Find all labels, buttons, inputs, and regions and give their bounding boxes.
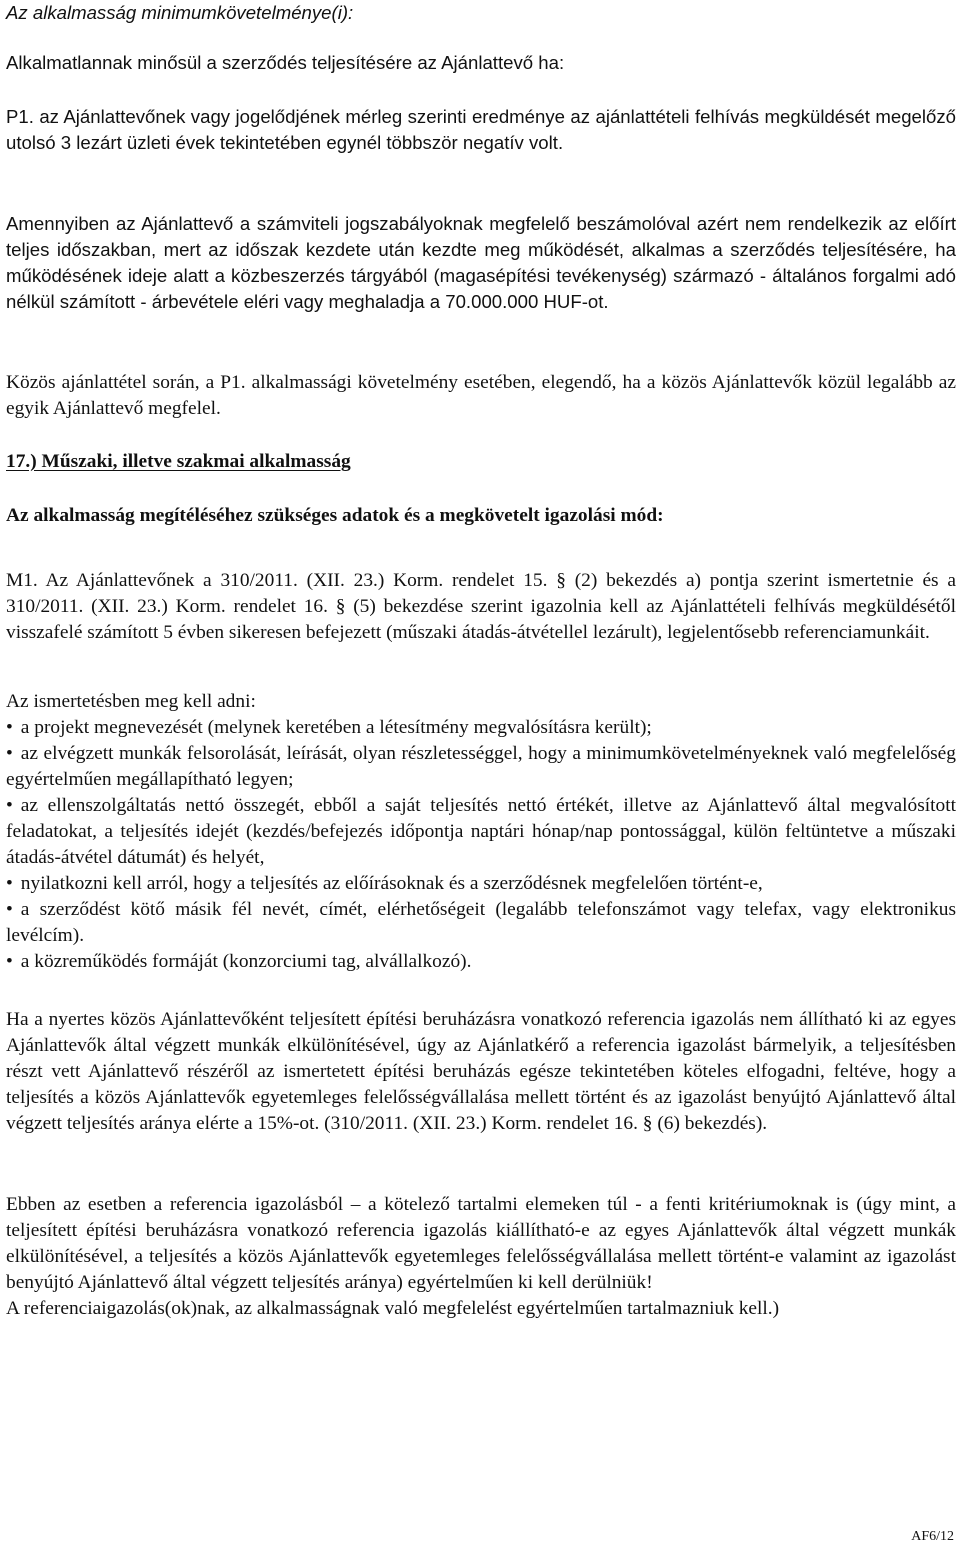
list-item-text: az elvégzett munkák felsorolását, leírását, olyan részletességgel, hogy a minimumkövetelményeknek való megfelelőség egyértelműen megállapítható legyen; [6,743,956,790]
list-item [6,949,956,975]
section-title [6,449,956,475]
requirement-bullet-list [6,715,956,975]
bullet-icon: • [6,899,13,920]
amennyiben-paragraph: Amennyiben az Ajánlattevő a számviteli jogszabályoknak megfelelő beszámolóval azért nem rendelkezik az előírt teljes időszakban, mert az időszak kezdete után kezdte meg működését, alkalmas a szerződés teljesítésére, ha működésének ideje alatt a közbeszerzés tárgyából (magasépítési tevékenység) származó - általános forgalmi adó nélkül számított - árbevétele eléri vagy meghaladja a 70.000.000 HUF-ot. [6,213,956,312]
bullet-icon: • [6,873,13,894]
bullet-icon: • [6,743,13,764]
list-item-text: a projekt megnevezését (melynek keretében a létesítmény megvalósításra került); [20,717,652,738]
requirement-heading: Az alkalmasság minimumkövetelménye(i): [6,2,354,23]
list-item-text: a szerződést kötő másik fél nevét, címét, elérhetőségeit (legalább telefonszámot vagy telefax, vagy elektronikus levélcím). [6,899,956,946]
ismertetes-intro: Az ismertetésben meg kell adni: [6,691,256,712]
p1-paragraph: P1. az Ajánlattevőnek vagy jogelődjének mérleg szerinti eredménye az ajánlattételi felhívás megküldését megelőző utolsó 3 lezárt üzleti évek tekintetében egynél többször negatív volt. [6,106,956,153]
kozos-paragraph: Közös ajánlattétel során, a P1. alkalmassági követelmény esetében, elegendő, ha a közös Ajánlattevők közül legalább az egyik Ajánlattevő megfelel. [6,372,956,419]
ebben-paragraph: Ebben az esetben a referencia igazolásból – a kötelező tartalmi elemeken túl - a fenti kritériumoknak is (úgy mint, a teljesített építési beruházásra vonatkozó referencia igazolás kiállítható-e az egyes Ajánlattevők által végzett munkák elkülönítésével, a teljesítés a közös Ajánlattevők egyetemleges felelősségvállalása mellett történt-e valamint az igazolást benyújtó Ajánlattevő által végzett teljesítés aránya) egyértelműen ki kell derülniük! [6,1194,956,1293]
bullet-icon: • [6,795,13,816]
ismertetes-block [6,689,956,975]
list-item [6,793,956,871]
page-number: AF6/12 [911,1529,954,1544]
referencia-paragraph: A referenciaigazolás(ok)nak, az alkalmasságnak való megfelelést egyértelműen tartalmazniuk kell.) [6,1298,780,1319]
list-item [6,871,956,897]
nyertes-paragraph: Ha a nyertes közös Ajánlattevőként teljesített építési beruházásra vonatkozó referencia igazolás nem állítható ki az egyes Ajánlattevők által végzett munkák elkülönítésével, úgy az Ajánlatkérő a referencia igazolást bármelyik, a teljesítésben részt vett Ajánlattevő részéről az ismertetett építési beruházás egésze tekintetében köteles elfogadni, feltéve, hogy a teljesítés a közös Ajánlattevők egyetemleges felelősségvállalása mellett történt és az igazolást benyújtó Ajánlattevő által végzett teljesítés aránya elérte a 15%-ot. (310/2011. (XII. 23.) Korm. rendelet 16. § (6) bekezdés). [6,1009,956,1134]
bullet-icon: • [6,717,13,738]
m1-paragraph: M1. Az Ajánlattevőnek a 310/2011. (XII. 23.) Korm. rendelet 15. § (2) bekezdés a) pontja szerint ismertetnie és a 310/2011. (XII. 23.) Korm. rendelet 16. § (5) bekezdése szerint igazolnia kell az Ajánlattételi felhívás megküldésétől visszafelé számított 5 évben sikeresen befejezett (műszaki átadás-átvétellel lezárult), legjelentősebb referenciamunkáit. [6,570,956,643]
list-item [6,741,956,793]
ebben-block [6,1192,956,1322]
section-title-text: 17.) Műszaki, illetve szakmai alkalmasság [6,451,351,472]
intro-line: Alkalmatlannak minősül a szerződés teljesítésére az Ajánlattevő ha: [6,52,565,73]
list-item [6,897,956,949]
bullet-icon: • [6,951,13,972]
list-item-text: a közreműködés formáját (konzorciumi tag, alvállalkozó). [20,951,472,972]
list-item-text: nyilatkozni kell arról, hogy a teljesítés az előírásoknak és a szerződésnek megfelelően történt-e, [20,873,763,894]
list-item [6,715,956,741]
list-item-text: az ellenszolgáltatás nettó összegét, ebből a saját teljesítés nettó értékét, illetve az Ajánlattevő által megvalósított feladatokat, a teljesítés idejét (kezdés/befejezés időpontja naptári hónap/nap pontossággal, külön feltüntetve a műszaki átadás-átvétel dátumát) és helyét, [6,795,956,868]
section-subtitle: Az alkalmasság megítéléséhez szükséges adatok és a megkövetelt igazolási mód: [6,505,664,526]
